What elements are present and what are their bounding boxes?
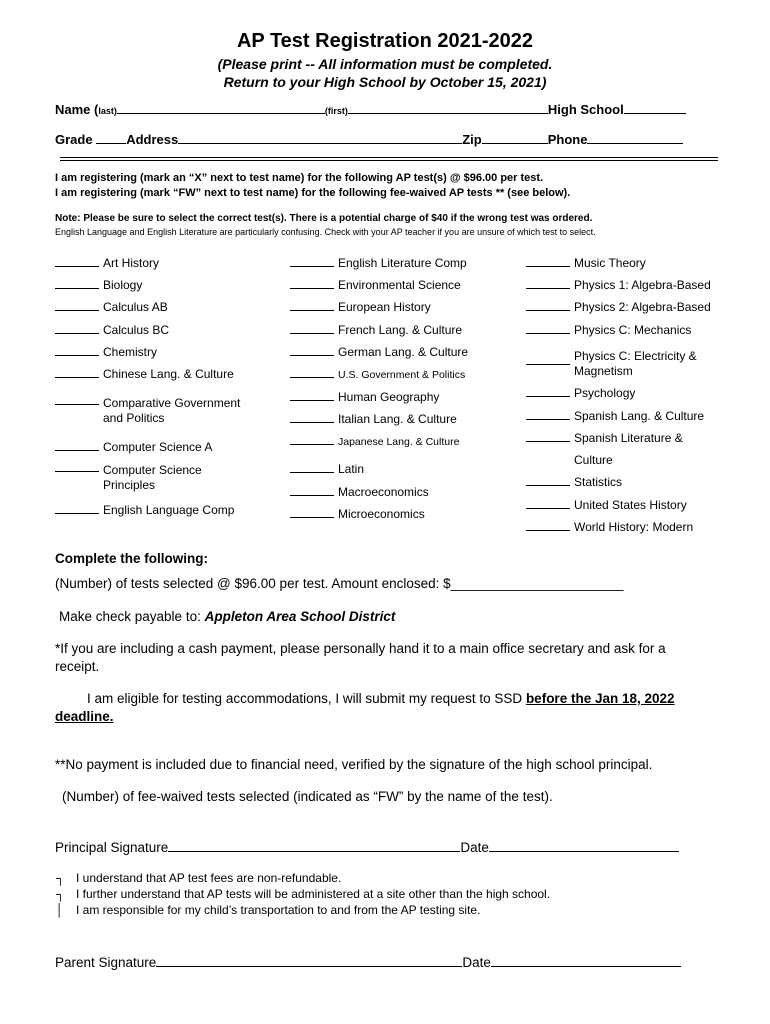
test-option[interactable] — [526, 498, 687, 512]
amount-enclosed-line[interactable]: (Number) of tests selected @ $96.00 per test. Amount enclosed: $_______________________ — [55, 576, 624, 591]
test-label: U.S. Government & Politics — [338, 369, 466, 381]
test-blank[interactable] — [526, 324, 570, 334]
cash-payment-note: *If you are including a cash payment, please personally hand it to a main office secretary and ask for a receipt. — [55, 641, 666, 674]
test-blank[interactable] — [526, 476, 570, 486]
test-blank[interactable] — [55, 324, 99, 334]
check-payable-label: Make check payable to: — [59, 609, 201, 624]
test-blank[interactable] — [55, 301, 99, 311]
test-option[interactable] — [526, 323, 691, 337]
name-row — [55, 101, 686, 117]
test-option[interactable] — [526, 520, 693, 534]
first-name-field[interactable] — [348, 101, 548, 114]
checkbox-icon[interactable]: │ — [56, 903, 64, 917]
note-line: Note: Please be sure to select the correct test(s). There is a potential charge of $40 if the wrong test was ordered. — [55, 213, 593, 224]
note-line-2: English Language and English Literature are particularly confusing. Check with your AP teacher if you are unsure of which test to select. — [55, 227, 596, 237]
last-name-field[interactable] — [117, 101, 325, 114]
test-blank[interactable] — [290, 391, 334, 401]
accommodations-text: I am eligible for testing accommodations, I will submit my request to SSD — [87, 691, 523, 706]
ack-row-1[interactable] — [56, 871, 341, 885]
test-blank[interactable] — [526, 301, 570, 311]
test-label: Computer Science A — [103, 440, 213, 454]
test-blank[interactable] — [55, 395, 99, 405]
fee-waived-line[interactable]: (Number) of fee-waived tests selected (indicated as “FW” by the name of the test). — [62, 789, 553, 804]
ack-text-3: I am responsible for my child’s transportation to and from the AP testing site. — [76, 903, 481, 917]
test-option[interactable] — [526, 300, 711, 314]
test-label: Calculus BC — [103, 323, 170, 337]
last-label: last) — [98, 106, 117, 116]
test-label: Physics C: Electricity & Magnetism — [574, 349, 697, 378]
test-label: Computer Science Principles — [103, 463, 202, 492]
parent-date-label: Date — [462, 955, 491, 970]
test-blank[interactable] — [290, 413, 334, 423]
test-blank[interactable] — [526, 499, 570, 509]
test-label: Comparative Government and Politics — [103, 396, 241, 425]
grade-label: Grade — [55, 132, 93, 147]
test-option[interactable] — [526, 386, 635, 400]
test-label: Latin — [338, 462, 365, 476]
checkbox-icon[interactable]: ┐ — [56, 887, 65, 901]
test-label: German Lang. & Culture — [338, 345, 469, 359]
parent-date-field[interactable] — [491, 953, 681, 967]
test-option[interactable] — [55, 256, 159, 270]
test-label: Art History — [103, 256, 160, 270]
test-option[interactable] — [55, 345, 157, 359]
test-option[interactable] — [290, 345, 468, 359]
test-label: Chemistry — [103, 345, 158, 359]
test-blank[interactable] — [290, 368, 334, 378]
test-label: Human Geography — [338, 390, 440, 404]
address-field[interactable] — [178, 131, 462, 144]
test-option[interactable] — [55, 300, 168, 314]
test-blank[interactable] — [55, 368, 99, 378]
grade-row — [55, 131, 683, 147]
test-option[interactable] — [526, 349, 714, 379]
test-blank[interactable] — [290, 279, 334, 289]
test-label: Calculus AB — [103, 300, 168, 314]
test-option[interactable] — [55, 278, 142, 292]
checkbox-icon[interactable]: ┐ — [56, 871, 65, 885]
test-option[interactable] — [55, 463, 223, 493]
test-label: Spanish Lang. & Culture — [574, 409, 705, 423]
subtitle-line-2: Return to your High School by October 15, 2021) — [223, 74, 547, 90]
test-option[interactable] — [290, 412, 457, 426]
test-label: Physics C: Mechanics — [574, 323, 692, 337]
test-blank[interactable] — [55, 257, 99, 267]
test-option[interactable] — [526, 475, 622, 489]
test-blank[interactable] — [290, 301, 334, 311]
test-option[interactable] — [290, 434, 459, 448]
test-option[interactable] — [55, 396, 253, 426]
parent-signature-row — [55, 953, 681, 970]
test-label: French Lang. & Culture — [338, 323, 463, 337]
test-option[interactable] — [290, 278, 461, 292]
test-label: Physics 2: Algebra-Based — [574, 300, 711, 314]
principal-date-label: Date — [460, 840, 489, 855]
parent-signature-label: Parent Signature — [55, 955, 157, 970]
test-blank[interactable] — [290, 324, 334, 334]
test-blank[interactable] — [526, 387, 570, 397]
test-blank[interactable] — [55, 441, 99, 451]
test-blank[interactable] — [290, 463, 334, 473]
test-blank[interactable] — [55, 462, 99, 472]
test-label: English Literature Comp — [338, 256, 467, 270]
ack-text-1: I understand that AP test fees are non-refundable. — [76, 871, 342, 885]
test-option[interactable] — [290, 462, 364, 476]
test-option[interactable] — [55, 440, 212, 454]
ack-text-2: I further understand that AP tests will be administered at a site other than the high school. — [76, 887, 551, 901]
test-blank[interactable] — [55, 346, 99, 356]
test-option[interactable] — [526, 256, 646, 270]
test-option[interactable] — [290, 323, 462, 337]
principal-signature-row — [55, 838, 679, 855]
test-blank[interactable] — [55, 504, 99, 514]
no-payment-line[interactable]: **No payment is included due to financial need, verified by the signature of the high school principal. — [55, 757, 653, 772]
test-option[interactable] — [526, 431, 704, 471]
accommodations-line[interactable] — [55, 690, 705, 726]
test-option[interactable] — [290, 367, 465, 381]
parent-signature-field[interactable] — [156, 953, 462, 967]
test-label: United States History — [574, 498, 687, 512]
test-label: Japanese Lang. & Culture — [338, 436, 460, 448]
test-option[interactable] — [290, 485, 429, 499]
test-label: Italian Lang. & Culture — [338, 412, 457, 426]
test-label: Microeconomics — [338, 507, 425, 521]
name-label: Name ( — [55, 102, 99, 117]
test-option[interactable] — [290, 300, 431, 314]
page-title: AP Test Registration 2021-2022 — [236, 30, 534, 52]
test-option[interactable] — [55, 503, 234, 517]
accommodations-deadline: before the Jan 18, 2022 deadline. — [55, 691, 675, 724]
zip-field[interactable] — [482, 131, 548, 144]
phone-field[interactable] — [587, 131, 683, 144]
check-payee: Appleton Area School District — [204, 609, 396, 624]
test-label: Macroeconomics — [338, 485, 429, 499]
test-option[interactable] — [290, 507, 425, 521]
high-school-label: High School — [547, 102, 624, 117]
test-label: Chinese Lang. & Culture — [103, 367, 234, 381]
divider-1 — [60, 157, 718, 158]
instruction-line-1: I am registering (mark an “X” next to test name) for the following AP test(s) @ $96.00 per test. — [55, 172, 544, 184]
test-blank[interactable] — [526, 432, 570, 442]
test-label: Physics 1: Algebra-Based — [574, 278, 711, 292]
test-blank[interactable] — [290, 346, 334, 356]
ack-row-3[interactable] — [56, 903, 480, 917]
ack-row-2[interactable] — [56, 887, 550, 901]
zip-label: Zip — [462, 132, 482, 147]
principal-signature-field[interactable] — [168, 838, 460, 852]
check-payable-line — [59, 609, 395, 624]
test-label: Spanish Literature & Culture — [574, 431, 683, 467]
test-label: Music Theory — [574, 256, 646, 270]
phone-label: Phone — [547, 132, 588, 147]
first-label: (first) — [324, 106, 348, 116]
test-blank[interactable] — [290, 508, 334, 518]
test-blank[interactable] — [526, 257, 570, 267]
test-label: Biology — [103, 278, 143, 292]
test-option[interactable] — [55, 367, 234, 381]
test-blank[interactable] — [526, 355, 570, 365]
complete-heading: Complete the following: — [55, 551, 208, 566]
test-blank[interactable] — [526, 279, 570, 289]
test-label: Environmental Science — [338, 278, 461, 292]
test-option[interactable] — [290, 390, 439, 404]
instruction-line-2: I am registering (mark “FW” next to test name) for the following fee-waived AP tests ** (see below). — [55, 187, 571, 199]
test-option[interactable] — [290, 256, 467, 270]
address-label: Address — [126, 132, 179, 147]
test-label: World History: Modern — [574, 520, 694, 534]
test-option[interactable] — [526, 409, 704, 423]
test-label: European History — [338, 300, 431, 314]
test-blank[interactable] — [526, 410, 570, 420]
divider-2 — [60, 160, 718, 161]
test-blank[interactable] — [290, 257, 334, 267]
subtitle-line-1: (Please print -- All information must be completed. — [217, 56, 553, 72]
principal-signature-label: Principal Signature — [55, 840, 169, 855]
test-blank[interactable] — [526, 521, 570, 531]
test-option[interactable] — [526, 278, 711, 292]
test-label: English Language Comp — [103, 503, 235, 517]
test-blank[interactable] — [290, 486, 334, 496]
test-option[interactable] — [55, 323, 169, 337]
high-school-field[interactable] — [624, 101, 686, 114]
grade-field[interactable] — [96, 131, 126, 144]
test-blank[interactable] — [290, 435, 334, 445]
test-blank[interactable] — [55, 279, 99, 289]
principal-date-field[interactable] — [489, 838, 679, 852]
test-label: Statistics — [574, 475, 623, 489]
test-label: Psychology — [574, 386, 636, 400]
